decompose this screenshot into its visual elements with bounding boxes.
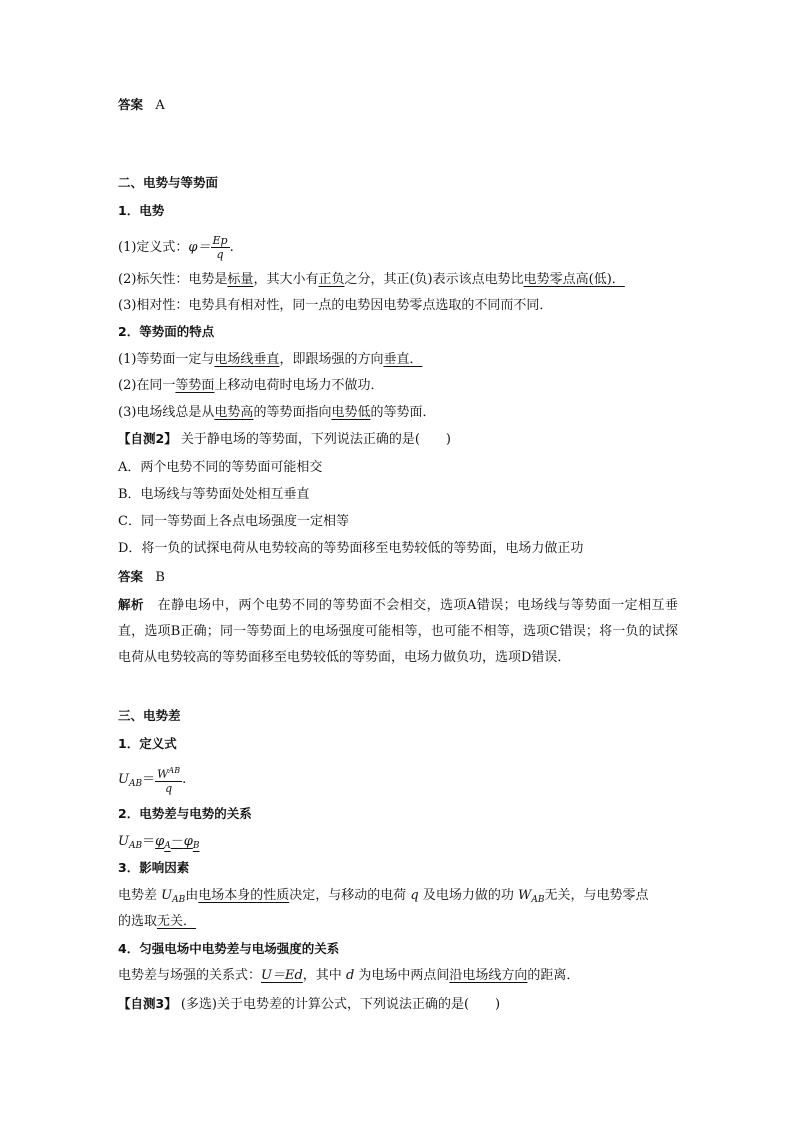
option-a: A．两个电势不同的等势面可能相交 bbox=[118, 460, 323, 475]
frac-denominator: q bbox=[165, 781, 173, 795]
underlined-answer: 无关． bbox=[157, 914, 197, 929]
underlined-answer: 等势面 bbox=[175, 378, 215, 393]
self-test-tag: 【自测3】 bbox=[118, 996, 177, 1011]
equipotential-point-1 bbox=[118, 351, 422, 369]
def-end: . bbox=[229, 240, 234, 255]
def-end: . bbox=[182, 771, 187, 787]
equals: ＝ bbox=[142, 771, 156, 787]
subheading-definition: 1．定义式 bbox=[118, 736, 177, 751]
text: (1)等势面一定与 bbox=[118, 352, 215, 367]
relativity-property: (3)相对性：电势具有相对性，同一点的电势因电势零点选取的不同而不同． bbox=[118, 298, 553, 313]
text: 电势差 bbox=[118, 888, 162, 903]
factors-line-1 bbox=[118, 887, 649, 909]
self-test-tag: 【自测2】 bbox=[118, 431, 177, 446]
text: 无关，与电势零点 bbox=[544, 888, 649, 903]
symbol-W: W bbox=[518, 888, 532, 903]
def-lhs: φ＝ bbox=[188, 240, 211, 255]
answer-value: B bbox=[155, 570, 165, 585]
section-heading-potential-difference: 三、电势差 bbox=[118, 708, 181, 723]
relation-formula bbox=[118, 833, 199, 855]
subscript-AB: AB bbox=[531, 895, 545, 905]
text: 的等势面． bbox=[370, 405, 436, 420]
underlined-answer: 正负 bbox=[318, 272, 345, 287]
text: (3)电场线总是从 bbox=[118, 405, 215, 420]
question-stem: 关于静电场的等势面，下列说法正确的是( ) bbox=[180, 432, 451, 447]
text: 上移动电荷时电场力不做功． bbox=[214, 378, 384, 393]
text: 决定，与移动的电荷 bbox=[289, 888, 411, 903]
section-heading-potential: 二、电势与等势面 bbox=[118, 175, 219, 190]
symbol-U: U bbox=[118, 834, 129, 849]
underlined-answer: 电势高 bbox=[214, 405, 254, 420]
scalar-property bbox=[118, 271, 625, 289]
subscript-B: B bbox=[192, 841, 200, 851]
equals: ＝ bbox=[142, 834, 156, 849]
option-c: C．同一等势面上各点电场强度一定相等 bbox=[118, 514, 349, 529]
text: 电势差与场强的关系式： bbox=[118, 968, 262, 983]
subscript-AB: AB bbox=[128, 778, 143, 789]
text: 及电场力做的功 bbox=[418, 888, 518, 903]
subheading-equipotential: 2．等势面的特点 bbox=[118, 324, 215, 339]
text: (2)标矢性：电势是 bbox=[118, 272, 228, 287]
equipotential-point-3 bbox=[118, 404, 435, 422]
symbol-phi: φ bbox=[183, 834, 193, 849]
underlined-answer: 电场本身的性质 bbox=[198, 888, 290, 903]
text: 的选取 bbox=[118, 914, 158, 929]
underlined-answer: 电势低 bbox=[331, 405, 371, 420]
analysis-label: 解析 bbox=[118, 597, 144, 612]
potential-fraction bbox=[211, 234, 230, 261]
def-prefix: (1)定义式： bbox=[118, 240, 189, 255]
factors-line-2 bbox=[118, 913, 196, 931]
underlined-answer: 标量 bbox=[227, 272, 254, 287]
answer-label: 答案 bbox=[118, 569, 144, 584]
question-stem: (多选)关于电势差的计算公式，下列说法正确的是( ) bbox=[180, 997, 501, 1012]
frac-denominator: q bbox=[216, 248, 224, 261]
text: ，其大小有 bbox=[253, 272, 319, 287]
self-test-2-stem bbox=[118, 430, 451, 449]
symbol-q: q bbox=[410, 888, 419, 903]
text: (2)在同一 bbox=[118, 378, 176, 393]
potential-difference-definition bbox=[118, 764, 186, 795]
underlined-formula: U＝Ed bbox=[261, 968, 303, 983]
symbol-U: U bbox=[118, 771, 129, 787]
potential-definition bbox=[118, 234, 234, 261]
work-charge-fraction bbox=[155, 764, 182, 795]
underlined-answer: 沿电场线方向 bbox=[449, 968, 528, 983]
text: ，即跟场强的方向 bbox=[279, 352, 384, 367]
subheading-factors: 3．影响因素 bbox=[118, 860, 190, 875]
underlined-answer: 电场线垂直 bbox=[214, 352, 280, 367]
text: 为电场中两点间 bbox=[354, 968, 450, 983]
text: ，其中 bbox=[302, 968, 346, 983]
subscript-AB: AB bbox=[172, 895, 186, 905]
answer-line bbox=[118, 96, 165, 115]
symbol-W: W bbox=[157, 767, 169, 781]
uniform-field-relation bbox=[118, 967, 579, 985]
analysis-text: 在静电场中，两个电势不同的等势面不会相交，选项A错误；电场线与等势面一定相互垂直，选项B正确；同一等势面上的电场强度可能相等，也可能不相等，选项C错误；将一负的试探电荷从电势较高的等势面移至电势较低的等势面，电场力做负功，选项D错误． bbox=[118, 598, 679, 665]
self-test-3-stem bbox=[118, 995, 500, 1014]
symbol-U: U bbox=[161, 888, 173, 903]
subscript-A: A bbox=[164, 841, 171, 851]
frac-numerator: Ep bbox=[212, 234, 228, 247]
symbol-d: d bbox=[345, 968, 355, 983]
superscript-AB: AB bbox=[168, 766, 181, 775]
text: 由 bbox=[185, 888, 199, 903]
text: 的等势面指向 bbox=[253, 405, 332, 420]
text: 的距离． bbox=[527, 968, 580, 983]
option-b: B．电场线与等势面处处相互垂直 bbox=[118, 487, 310, 502]
answer-line-2 bbox=[118, 568, 165, 587]
subheading-uniform-field: 4．匀强电场中电势差与电场强度的关系 bbox=[118, 941, 340, 956]
text: 之分，其正(负)表示该点电势比 bbox=[344, 272, 524, 287]
subheading-relation: 2．电势差与电势的关系 bbox=[118, 806, 252, 821]
symbol-phi: φ bbox=[155, 834, 165, 849]
minus: － bbox=[170, 834, 184, 849]
option-d: D．将一负的试探电荷从电势较高的等势面移至电势较低的等势面，电场力做正功 bbox=[118, 541, 584, 556]
equipotential-point-2 bbox=[118, 377, 383, 395]
answer-value: A bbox=[155, 98, 165, 113]
subheading-potential: 1．电势 bbox=[118, 203, 165, 218]
analysis-paragraph bbox=[118, 592, 678, 671]
subscript-AB: AB bbox=[128, 841, 143, 851]
answer-label: 答案 bbox=[118, 97, 144, 112]
underlined-answer: 电势零点高(低)． bbox=[523, 272, 625, 287]
underlined-answer: 垂直． bbox=[383, 352, 423, 367]
